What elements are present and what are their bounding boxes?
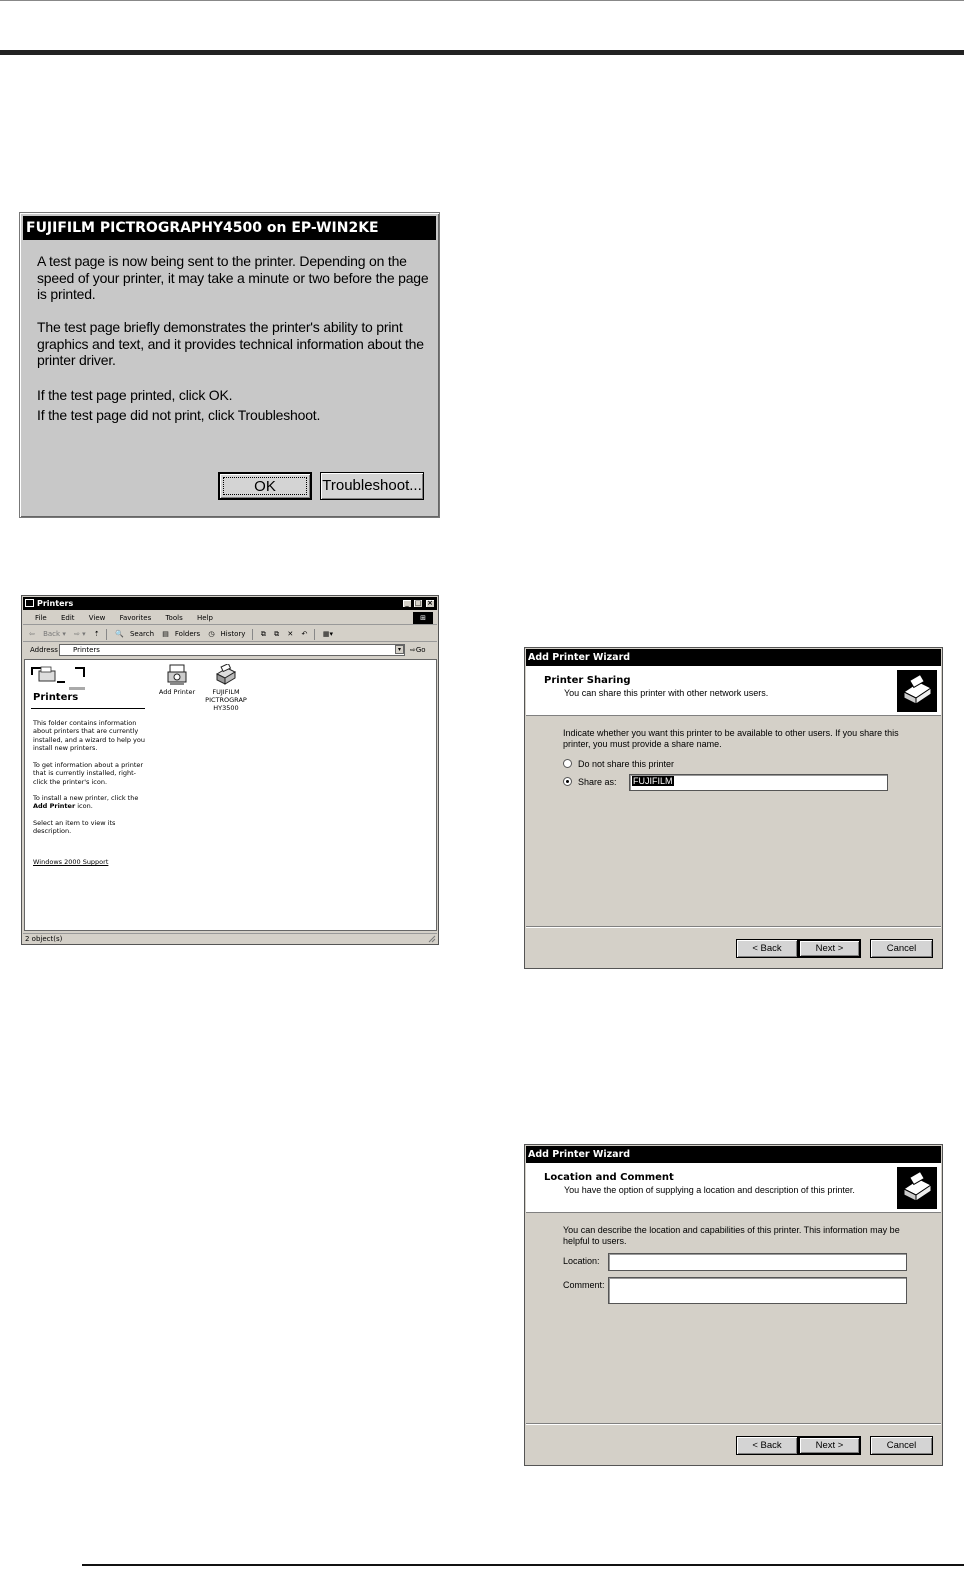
windows-logo-icon: ⊞ <box>413 612 433 624</box>
menu-file[interactable]: File <box>35 614 47 622</box>
fujifilm-printer-item[interactable] <box>200 664 252 712</box>
wizard-header-title: Printer Sharing <box>544 675 631 686</box>
delete-icon[interactable]: ✕ <box>287 630 294 638</box>
status-text: 2 object(s) <box>25 935 63 943</box>
printers-folder-art-icon <box>29 663 101 693</box>
history-label: History <box>220 630 246 638</box>
wizard-titlebar[interactable]: Add Printer Wizard <box>526 1146 941 1163</box>
window-titlebar[interactable] <box>23 597 437 610</box>
dialog-line-ok: If the test page printed, click OK. <box>37 387 233 403</box>
resize-grip-icon[interactable] <box>428 935 436 943</box>
wizard-printer-sharing <box>524 647 943 969</box>
address-value: Printers <box>73 646 100 654</box>
add-printer-label: Add Printer <box>158 688 196 696</box>
menu-edit[interactable]: Edit <box>60 614 75 622</box>
search-label: Search <box>129 630 155 638</box>
toolbar <box>23 627 437 642</box>
window-title: Printers <box>37 599 74 608</box>
toolbar-separator <box>252 629 253 640</box>
status-bar <box>23 933 437 943</box>
address-label: Address <box>30 646 58 654</box>
undo-icon[interactable]: ↶ <box>301 630 308 638</box>
move-to-icon[interactable]: ⧉ <box>260 630 266 638</box>
back-button[interactable]: < Back <box>736 1436 798 1455</box>
menu-bar <box>23 611 437 625</box>
next-button[interactable]: Next > <box>798 939 861 958</box>
top-rule <box>0 0 964 1</box>
pane-paragraph-3-prefix: To install a new printer, click the <box>33 794 139 802</box>
dialog-paragraph-2: The test page briefly demonstrates the printer's ability to print graphics and text, and it provides technical information about the printer driver. <box>37 319 424 368</box>
folders-button[interactable]: ▤ Folders <box>162 627 200 642</box>
dialog-title: FUJIFILM PICTROGRAPHY4500 on EP-WIN2KE <box>23 216 436 240</box>
wizard-printer-icon <box>897 670 937 712</box>
wizard-header <box>526 1163 941 1213</box>
folders-label: Folders <box>174 630 201 638</box>
maximize-button[interactable]: □ <box>414 599 422 607</box>
ok-button-label: OK <box>254 478 276 495</box>
wizard-header-title: Location and Comment <box>544 1172 674 1183</box>
close-button[interactable]: × <box>425 599 435 608</box>
wizard-titlebar[interactable]: Add Printer Wizard <box>526 649 941 666</box>
folder-content <box>24 659 437 931</box>
search-button[interactable]: 🔍 Search <box>115 627 154 642</box>
info-pane <box>25 660 147 930</box>
footer-rule <box>82 1564 964 1566</box>
next-button[interactable]: Next > <box>798 1436 861 1455</box>
menu-tools[interactable]: Tools <box>165 614 183 622</box>
pane-paragraph-4: Select an item to view its description. <box>33 819 116 836</box>
share-as-label: Share as: <box>578 777 617 787</box>
pane-paragraph-3-suffix: icon. <box>77 802 93 811</box>
copy-to-icon[interactable]: ⧉ <box>274 630 280 638</box>
share-as-radio[interactable] <box>563 777 572 786</box>
toolbar-separator <box>106 629 107 640</box>
address-input[interactable] <box>59 644 405 656</box>
windows-support-link[interactable]: Windows 2000 Support <box>33 858 109 866</box>
no-share-label: Do not share this printer <box>578 759 675 769</box>
troubleshoot-button-label: Troubleshoot... <box>322 477 422 494</box>
cancel-button[interactable]: Cancel <box>870 939 933 958</box>
no-share-radio[interactable] <box>563 759 572 768</box>
forward-nav-button[interactable]: ⇨ ▾ <box>74 630 86 638</box>
wizard-instructions: Indicate whether you want this printer to be available to other users. If you share this printer, you must provide a share name. <box>563 728 899 749</box>
share-name-input[interactable] <box>629 774 888 791</box>
comment-label: Comment: <box>563 1280 605 1290</box>
wizard-location-comment <box>524 1144 943 1466</box>
wizard-header <box>526 666 941 716</box>
go-button[interactable]: ⇨Go <box>410 646 426 654</box>
location-label: Location: <box>563 1256 600 1266</box>
test-page-dialog <box>19 212 440 518</box>
add-printer-icon <box>167 664 187 686</box>
menu-view[interactable]: View <box>88 614 106 622</box>
printers-window <box>21 595 439 945</box>
pane-paragraph-2: To get information about a printer that is currently installed, right-click the printer's icon. <box>33 761 144 786</box>
wizard-header-subtitle: You can share this printer with other network users. <box>564 688 769 698</box>
back-nav-label: Back <box>43 630 61 638</box>
dialog-line-troubleshoot: If the test page did not print, click Troubleshoot. <box>37 407 321 423</box>
header-rule <box>0 50 964 55</box>
address-bar <box>23 643 437 657</box>
back-nav-button[interactable]: ⇦ Back ▾ <box>29 627 66 642</box>
wizard-divider <box>526 926 941 928</box>
wizard-divider <box>526 1423 941 1425</box>
pane-paragraph-1: This folder contains information about printers that are currently installed, and a wizard to help you install new printers. <box>33 719 145 752</box>
address-dropdown-icon[interactable]: ▾ <box>395 645 404 654</box>
troubleshoot-button[interactable] <box>320 472 424 500</box>
history-button[interactable]: ◷ History <box>208 627 245 642</box>
up-folder-icon[interactable]: ⇡ <box>93 630 100 638</box>
go-label: Go <box>415 646 426 654</box>
wizard-instructions: You can describe the location and capabilities of this printer. This information may be helpful to users. <box>563 1225 900 1246</box>
dialog-paragraph-1: A test page is now being sent to the printer. Depending on the speed of your printer, it may take a minute or two before the page is printed. <box>37 253 429 302</box>
printer-icon <box>215 664 237 686</box>
comment-input[interactable] <box>608 1277 907 1304</box>
location-input[interactable] <box>608 1253 907 1271</box>
pane-paragraph-3-bold: Add Printer <box>33 802 76 811</box>
menu-favorites[interactable]: Favorites <box>119 614 152 622</box>
pane-title: Printers <box>33 692 79 703</box>
back-button[interactable]: < Back <box>736 939 798 958</box>
minimize-button[interactable]: _ <box>402 599 412 608</box>
pane-paragraph-3 <box>33 794 145 811</box>
focus-ring <box>223 477 307 495</box>
cancel-button[interactable]: Cancel <box>870 1436 933 1455</box>
wizard-printer-icon <box>897 1167 937 1209</box>
views-icon[interactable]: ▦▾ <box>322 630 333 638</box>
fujifilm-printer-label: FUJIFILM PICTROGRAP HY3500 <box>205 688 247 712</box>
wizard-header-subtitle: You have the option of supplying a location and description of this printer. <box>564 1185 855 1195</box>
add-printer-item[interactable] <box>151 664 203 696</box>
pane-divider <box>31 708 145 709</box>
printers-folder-icon <box>25 599 34 607</box>
menu-help[interactable]: Help <box>196 614 213 622</box>
ok-button[interactable] <box>218 472 312 500</box>
share-name-value: FUJIFILM <box>633 776 673 786</box>
toolbar-separator <box>314 629 315 640</box>
